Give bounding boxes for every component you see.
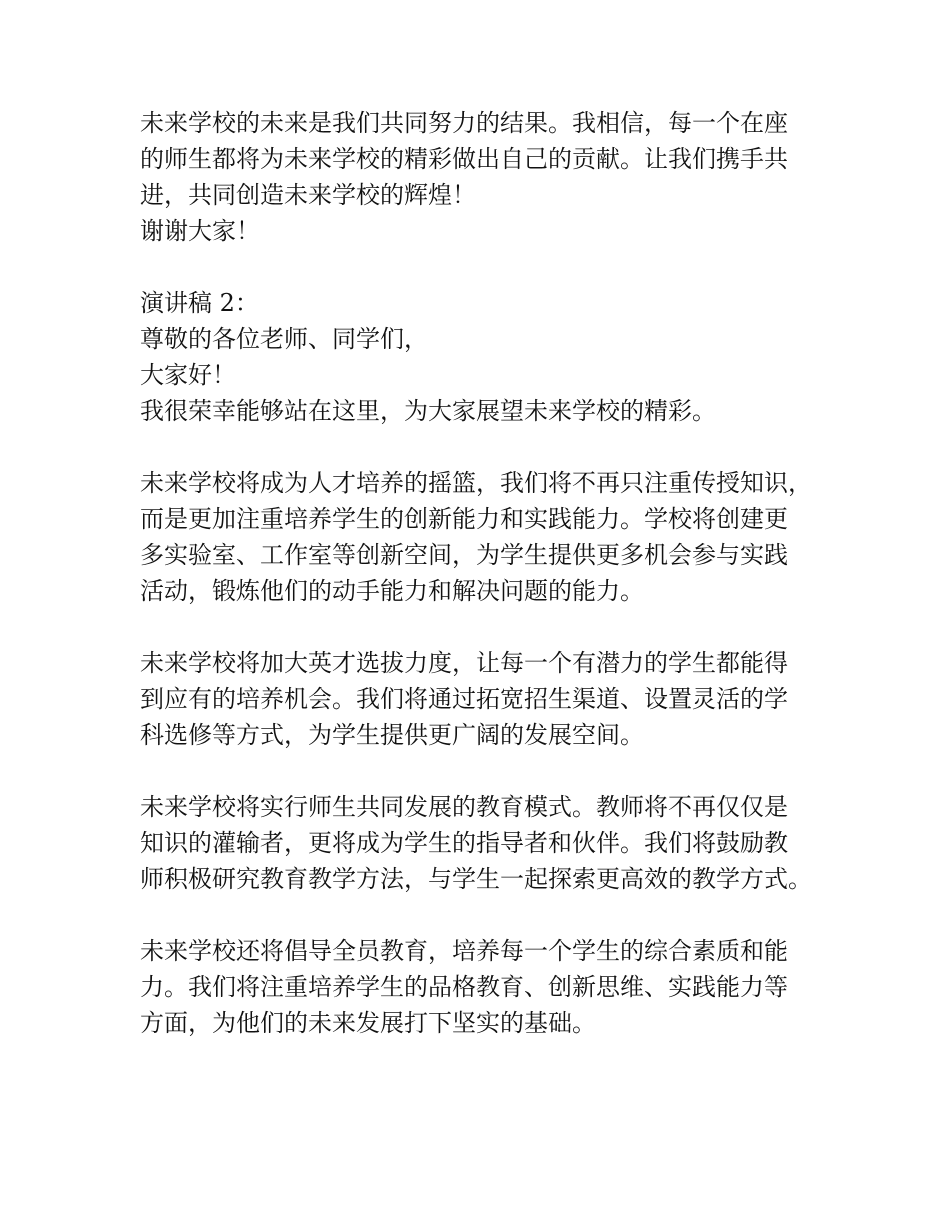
paragraph-thanks <box>140 213 840 249</box>
salutation <box>140 321 840 357</box>
text-line: 知识的灌输者，更将成为学生的指导者和伙伴。我们将鼓励教 <box>140 829 788 857</box>
text-line: 未来学校将成为人才培养的摇篮，我们将不再只注重传授知识， <box>140 469 812 497</box>
paragraph-talent-selection <box>140 645 840 753</box>
text-line: 力。我们将注重培养学生的品格教育、创新思维、实践能力等 <box>140 973 788 1001</box>
text-line: 演讲稿 2： <box>140 289 259 317</box>
paragraph-whole-person <box>140 933 840 1041</box>
paragraph-innovation <box>140 465 840 609</box>
text-line: 尊敬的各位老师、同学们， <box>140 325 428 353</box>
text-line: 师积极研究教育教学方法，与学生一起探索更高效的教学方式。 <box>140 865 812 893</box>
text-line: 进，共同创造未来学校的辉煌！ <box>140 181 476 209</box>
text-line: 谢谢大家！ <box>140 217 260 245</box>
paragraph-intro <box>140 393 840 429</box>
text-line: 未来学校将加大英才选拔力度，让每一个有潜力的学生都能得 <box>140 649 788 677</box>
text-line: 大家好！ <box>140 361 236 389</box>
text-line: 多实验室、工作室等创新空间，为学生提供更多机会参与实践 <box>140 541 788 569</box>
greeting <box>140 357 840 393</box>
text-line: 未来学校将实行师生共同发展的教育模式。教师将不再仅仅是 <box>140 793 788 821</box>
text-line: 而是更加注重培养学生的创新能力和实践能力。学校将创建更 <box>140 505 788 533</box>
text-line: 我很荣幸能够站在这里，为大家展望未来学校的精彩。 <box>140 397 716 425</box>
paragraph-closing <box>140 105 840 213</box>
text-line: 未来学校的未来是我们共同努力的结果。我相信，每一个在座 <box>140 109 788 137</box>
paragraph-teacher-student <box>140 789 840 897</box>
text-line: 未来学校还将倡导全员教育，培养每一个学生的综合素质和能 <box>140 937 788 965</box>
text-line: 活动，锻炼他们的动手能力和解决问题的能力。 <box>140 577 644 605</box>
text-line: 到应有的培养机会。我们将通过拓宽招生渠道、设置灵活的学 <box>140 685 788 713</box>
text-line: 的师生都将为未来学校的精彩做出自己的贡献。让我们携手共 <box>140 145 788 173</box>
text-line: 方面，为他们的未来发展打下坚实的基础。 <box>140 1009 596 1037</box>
document-body <box>140 105 840 1077</box>
speech-heading <box>140 285 840 321</box>
text-line: 科选修等方式，为学生提供更广阔的发展空间。 <box>140 721 644 749</box>
